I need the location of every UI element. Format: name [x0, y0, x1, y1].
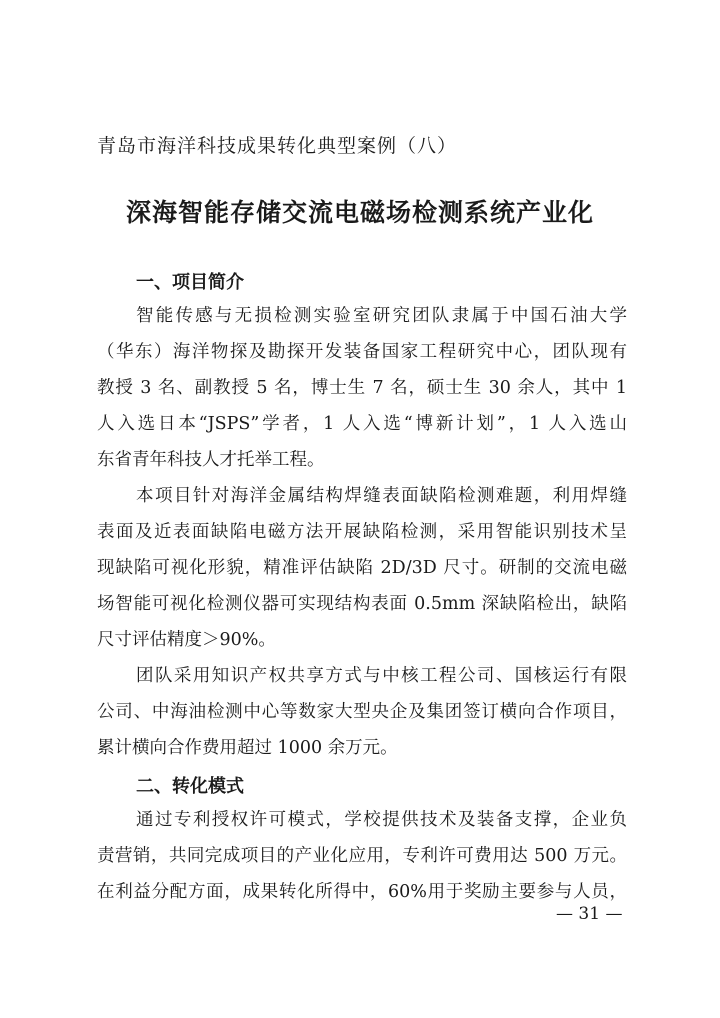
paragraph-line: 表面及近表面缺陷电磁方法开展缺陷检测，采用智能识别技术呈 — [97, 522, 627, 542]
paragraph-line: 尺寸评估精度＞90%。 — [97, 630, 276, 650]
paragraph-line: 本项目针对海洋金属结构焊缝表面缺陷检测难题，利用焊缝 — [136, 486, 627, 506]
paragraph-line: 通过专利授权许可模式，学校提供技术及装备支撑，企业负 — [136, 810, 627, 830]
series-header: 青岛市海洋科技成果转化典型案例（八） — [97, 135, 458, 157]
page-number: — 31 — — [556, 904, 623, 924]
paragraph-line: 人入选日本“JSPS”学者，1 人入选“博新计划”，1 人入选山 — [97, 414, 627, 434]
section-heading-intro: 一、项目简介 — [136, 272, 244, 293]
paragraph-line: 累计横向合作费用超过 1000 余万元。 — [97, 738, 398, 758]
paragraph-line: （华东）海洋物探及勘探开发装备国家工程研究中心，团队现有 — [97, 342, 627, 362]
document-title: 深海智能存储交流电磁场检测系统产业化 — [125, 198, 594, 227]
paragraph-line: 公司、中海油检测中心等数家大型央企及集团签订横向合作项目， — [97, 702, 627, 722]
section-heading-model: 二、转化模式 — [136, 776, 244, 797]
paragraph-line: 教授 3 名、副教授 5 名，博士生 7 名，硕士生 30 余人，其中 1 — [97, 378, 627, 398]
paragraph-line: 场智能可视化检测仪器可实现结构表面 0.5mm 深缺陷检出，缺陷 — [97, 594, 627, 614]
paragraph-line: 东省青年科技人才托举工程。 — [97, 450, 325, 470]
paragraph-line: 责营销，共同完成项目的产业化应用，专利许可费用达 500 万元。 — [97, 846, 627, 866]
paragraph-line: 智能传感与无损检测实验室研究团队隶属于中国石油大学 — [136, 306, 627, 326]
paragraph-line: 在利益分配方面，成果转化所得中，60%用于奖励主要参与人员， — [97, 882, 627, 902]
paragraph-line: 团队采用知识产权共享方式与中核工程公司、国核运行有限 — [136, 666, 627, 686]
paragraph-line: 现缺陷可视化形貌，精准评估缺陷 2D/3D 尺寸。研制的交流电磁 — [97, 558, 627, 578]
